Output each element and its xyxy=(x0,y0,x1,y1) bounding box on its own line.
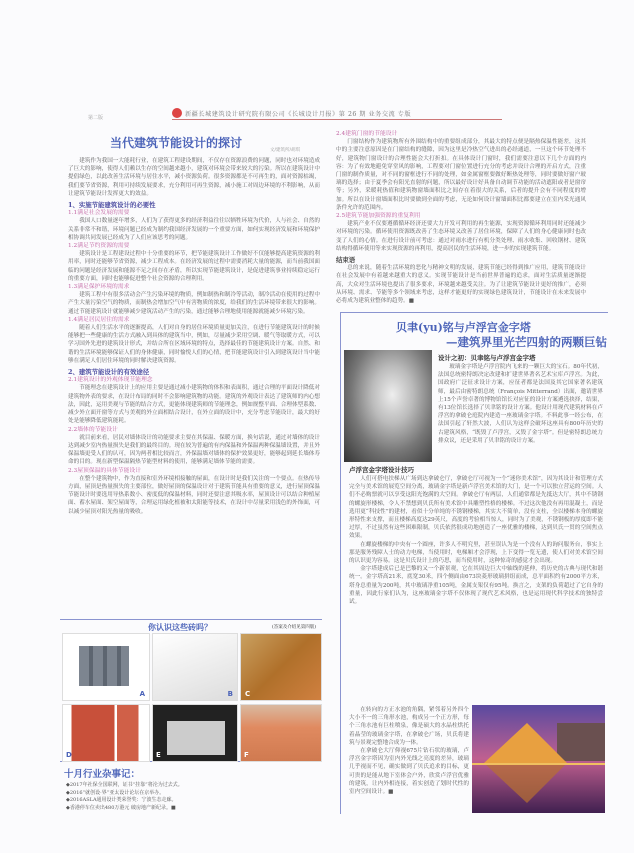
bricks-note: (答案及介绍见第四版) xyxy=(272,625,317,630)
brick-photo-e: E xyxy=(152,704,238,762)
pei-sub1: 设计之初：贝聿铭与卢浮宫金字塔 xyxy=(438,354,536,362)
bricks-title: 你认识这些砖吗？ xyxy=(148,622,212,632)
company-logo-icon xyxy=(172,108,182,118)
list-item: ◆香港停车位卖出480万港元 破房地产新纪录。■ xyxy=(66,804,176,811)
louvre-pyramid-photo xyxy=(472,705,605,813)
left-article-body: 建筑作为我国一大能耗行业，在建筑工程建设期间，不仅存在资源浪费的问题，同时也对环境造成了巨大的影响，使得人们赖以生存的空间越来越小，建筑对环境会带来较大的污染。所以在建筑设计中提倡绿色，以此改善生活环境与居住水平，减小资源负荷。很多资源都是不可再生的，面对资源枯竭，我们要节省资源，利用可持续发展要求，充分利用可再生资源，减小施工对周边环境的不利影响，从而让建筑节能设计发挥更大的效益。 1、实施节能建筑设计的必要性 1.1满足社会发展的需要 我国人口数量逐年增多，人们为了获得更多的经济利益往往以牺牲环境为代价，人与社会、自然的关系非常不和谐，环境问题已经成为制约我国经济发展的一个重要方面，如何实现经济发展和环境保护相协调共同发展已经成为了人们应该思考的问题。 1.2满足节约资源的需要 建筑设计是工程建设过程中十分重要的环节，把节能建筑设计工作做好不仅能够提高建筑资源的利用率，同时还能够节省资源，减少工程成本。在经济发展的过程中需要消耗大量的能源，而当前我国面临的问题是经济发展和能源不足之间存在矛盾，所以实现节能建筑设计，是促进建筑事业持续稳定运行的重要方面，同时也能够促进整个社会资源的合理利用。 1.3满足保护环境的需求 建筑工程中有很多活动会产生污染环境的物质，例如制热和制冷等活动，制冷活动在使用的过程中产生大量污染空气的物质，而制热会增加空气中有害物质的浓度，给我们的生活环境带来很大的影响。通过节能建筑设计就能够减少建筑活动产生的污染，通过能够合理地使用能源就能减少环境污染。 1.4满足居民居住的需求 随着人们生活水平的逐渐提高，人们对自身的居住环境质量更加关注，在进行节能建筑设计的时候能够把一些健康的生活方式融入到具体的建筑当中，例如，尽量减少采用空调、暖气等取暖方式，可以学习国外先进的建筑设计形式，并结合所在区域环境的特点，选择最佳的节能建筑设计方案。自然、和谐的生活环境能够保证人们的身体健康，同时愉悦人们的心情，把节能建筑设计引入到建筑设计当中能够在满足人们居住环境的同时解决建筑资源。 2、建筑节能设计的有效途径 2.1建筑设计的外观体现节能理念 节能理念在建筑设计上的应用主要是通过减小建筑物的体积和表面积，通过合理的平面设计降低对建筑物外表的要求，在设计布局的同时不会影响建筑物的功能。建筑的外观设计表达了建筑师的内心想法，因此，运用美观与节能的结合方式，更能体现建筑师的节能理念，例如规整平面、合理体型系数、减少外立面开窗等方式与美观的外立面相结合设计，在外立面的设计中，充分考虑节能设计，最大的好处是能够降低建筑能耗。 2.2墙体的节能设计 就目前来看，居民对墙体设计的功能要求主要在其保温、保暖方面，换句话说，通过对墙体的设计达到减少室内热量损失是我们的最终目的。现在较为普遍的有内保温和外保温两种保温墙设置，并且外保温墙更受人们的认可，因为两者相比较而言，外保温墙对墙体的保护效果更好，能够起到延长墙体寿命的目的。现在新型保温隔热节能型材料的使用，能够满足墙体节能的需要。 2.3屋顶保温的具体节能设计 在整个建筑物中，作为直接和室外环境相接触的屋面，在设计时是我们关注的一个要点。在热传导方面，屋顶是热量损失的主要部位，做好屋顶的保温设计对于建筑节能具有重要的意义，进行屋顶保温节能设计时要选用导热系数小、密度低的保温材料，同时还要注意其吸水率，屋顶设计可以结合种植屋面、蓄水屋面、架空屋面等，合理运用绿化植被和太阳能等技术，在设计中尽量采用浅色的外饰面，可以减少屋顶对阳光热量的吸收。 xyxy=(68,158,320,515)
brick-photo-f: F xyxy=(240,704,322,762)
pei-portrait-photo xyxy=(344,350,432,462)
article-title: 当代建筑节能设计的探讨 xyxy=(110,136,243,150)
byline: 文/建筑所/胡琪 xyxy=(270,148,301,153)
masthead: 新疆长城建筑设计研究院有限公司《长城设计月报》第 26 期 业务交流 专版 xyxy=(172,108,502,120)
list-item: ◆2016“就创设·界”亚太设计论坛在京举办。 xyxy=(66,789,165,796)
brick-photo-d: D xyxy=(62,704,150,762)
right-column-body: 2.4建筑门窗的节能设计 门窗结构作为建筑物所有外围结构中的重要组成部分，其最大的特点便是隔热保温性能差，这其中的主要注意原因是在门窗结构的缝隙，因为这里是冷热空气进出的必经通道，一旦这个环节处理不好，建筑物门窗设计的合理性能会大打折扣。在具体设计门窗时，我们需要注意以下几个方面的内容：为了有效地避免穿堂风的影响，工程要对门窗位置进行充分的考虑并设计合理的开启方式，注重门窗的制作质量，对不同的窗框进行不同的处理，如金属窗框要做好断热处理等，同时要做好窗户玻璃的选择；由于夏季会有阳光直射的问题，所以最好设计好具备自动调节功能的活动遮阳或者是窗帘等；另外，采暖耗热值和建筑物窗墙面积比之间存在着很大的关系，后者的提升会有不同程度的增加。所以在设计窗墙面积比时要做到全面的考虑，无论如何设计窗墙面积比都要建立在室内采光通风条件允许的范围内。 2.5建筑节能加强资源的重复利用 建筑产业不仅要遵循循环经济还要大力开发可利用的再生能源，实现资源循环利用同时还能减少对环境的污染。循环使用资源既改善了生态环境又改善了居住环境，保障了人们的身心健康同时也改变了人们的心情。在进行设计前可考虑：通过对雨水进行有机分类处理、雨水收集、回收钢材、建筑结构得循环使用等来实现资源的再利用，提高居民的生活环境，进一步的实现建筑节能。 结束语 总的来说，随着生活环境的恶化与精神文明的发展，建筑节能已经得到推广应用，建筑节能设计在社会发展中有着越来越重大的意义。实现节能设计是当前世界普遍的追求，面对生活质量逐渐提高，大众对生活环境也提出了很多要求，环境越来越受关注。为了让建筑节能设计更好的推广，必须从环境、需求、节能等多个领域来考虑，这样才能更好的实现绿色建筑设计，节能设计在未来发展中必将成为建筑业整体的趋势。■ xyxy=(336,131,586,305)
brick-photo-c: C xyxy=(240,633,322,701)
pei-title-line1: 贝聿(yu)铭与卢浮宫金字塔 xyxy=(396,321,531,334)
brick-photo-b: B xyxy=(152,633,238,701)
brick-photo-a: A xyxy=(62,633,150,701)
list-item: ◆2017年社保全国联网，证书“挂靠”将沦为过去式。 xyxy=(66,782,183,788)
list-item: ◆2016ASLA通用设计类荣誉奖：宁波生态走廊。 xyxy=(66,797,177,803)
pei-title-line2: —建筑界里光芒四射的两颗巨钻 xyxy=(446,335,607,349)
pei-article-box: 贝聿(yu)铭与卢浮宫金字塔 —建筑界里光芒四射的两颗巨钻 设计之初：贝聿铭与卢浮宫金字塔 玻璃金字塔是卢浮宫院内飞来的一颗巨大的宝石。80年代初，法国总统密特朗决定改建和扩建世界著名艺术宝库卢浮宫。为此，国政府广泛征求设计方案，应征者都是法国及其它国家著名建筑师，最后由密特朗总统（François Mitterrand）出面，邀请世界上15个声誉卓著的博物馆馆长对应征的设计方案遴选抉择，结果，有13位馆长选择了贝聿铭的设计方案。他设计用现代建筑材料在卢浮宫的拿破仑庭院内建造一座玻璃金字塔。不料此事一经公布，在法国引起了轩然大波，人们认为这样会破坏这座具有800年历史的古建筑风格，“既毁了卢浮宫，又毁了金字塔”。但是密特朗总统力排众议，还是采用了贝聿铭的设计方案。 卢浮宫金字塔设计技巧 人们可搭电扶梯从广场到达拿破仑厅，拿破仑厅可视为一个“迷你美术馆”，因为其设计和管理方式完全与美术馆的展览空间分离，玻璃金字塔是新卢浮宫美术馆的大门，是一个可以独立营运的空间。人们不必购票就可以享受这阳光饱满的大空间。拿破仑厅有两层，人们通常都是先抵达大厅，其中不锈钢的螺旋形楼梯，令人不禁想到贝氏所有美术馆中具雕塑性格的楼梯。不过这次他没有再用混凝土，而是选用更“科技性”的建材，看似十分单纯的不锈钢楼梯，其实大不简单，没有支柱，全以楼梯本身的螺旋形特性来支撑，而且楼梯高度达29英尺，高度的考验相当惊人，同时为了美观，不锈钢板的厚度即不能过厚，不过虽然有这些困难限制，贝氏依然很成功地创造了一座优雅的楼梯，达到贝氏一贯的空间焦点效果。 在螺旋楼梯的中央有一个圆座，许多人不明究里，甚至误认为是一个没有人的询问服务台，事实上那是服务残障人士的动力电梯，当使用时，电梯厢才会浮现，上下变得一览无遗，使人们对美术馆空间的认识更为容易。这是贝氏设计上的巧思，而当使用时，这种惊奇的感觉才会出现。 金字塔建成后已是巴黎的又一个新景观，它在其周边巨大中轴线的延伸，将历史的古典与现代和谐统一。金字塔高21米，底宽30米，四个侧面由673块菱形玻璃拼组而成，总平面积约有2000平方米，塔身总重量为200吨，其中玻璃净重105吨，金属支架仅有95吨。换言之，支架的负荷超过了它自身的重量，因此行家们认为，这座玻璃金字塔不仅体现了现代艺术风格，也是运用现代科学技术的独特尝试。 在转向的方正水池的角隅，紧邻着另外四个大小不一的三角形水池，构成另一个正方形，每个三角水池有巨柱喷泉，像是硕大的水晶柱烘托着晶莹的玻璃金字塔，在拿破仑广场，贝氏将建筑与景观完整地合成为一体。 在拿破仑大厅仰视675片钻石状的玻璃，卢浮宫金字塔因为室内外光线之亮度的差异，玻璃几乎视而不见，确实做到了贝氏追求的目标，更可贵的是能从地下室体会户外，欣赏卢浮宫优雅的建筑，让内外相连接，着实创造了划时代性的室内空间设计。■ xyxy=(340,312,608,814)
page-label: 第二版 xyxy=(88,115,104,121)
news-list xyxy=(66,782,183,812)
pei-sub2: 卢浮宫金字塔设计技巧 xyxy=(349,466,414,474)
bricks-section xyxy=(60,619,322,762)
news-title: 十月行业杂事记： xyxy=(64,769,141,780)
